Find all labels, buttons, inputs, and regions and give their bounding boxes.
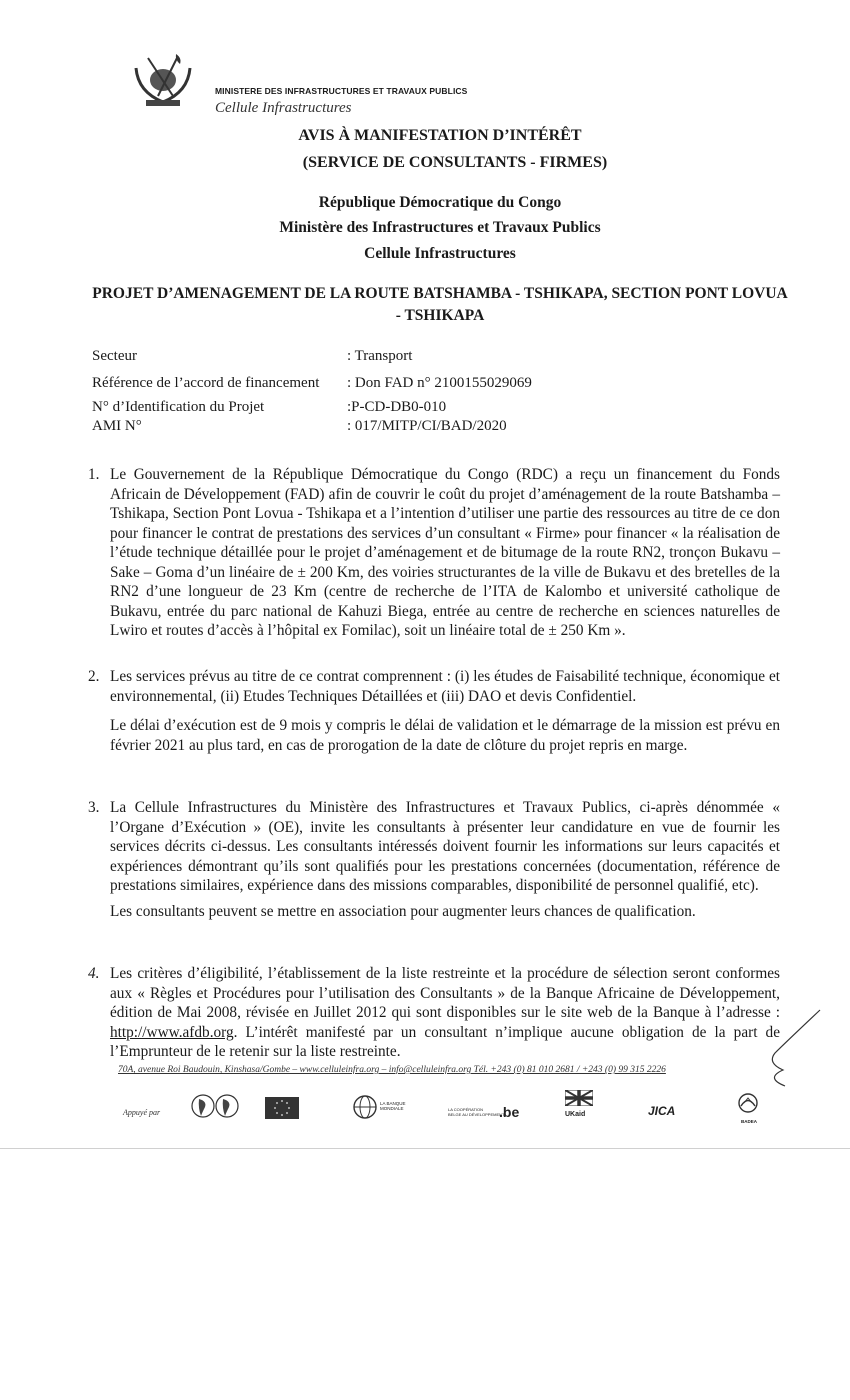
page-divider [0, 1148, 850, 1149]
paragraph-text: Le délai d’exécution est de 9 mois y compris le délai de validation et le démarrage de la mission est prévu en février 2021 au plus tard, en cas de prorogation de la date de clôture du projet repris en marge. [110, 717, 780, 754]
paragraph-4 [90, 964, 780, 1062]
info-value: :P-CD-DB0-010 [347, 399, 447, 415]
info-label: Secteur [92, 348, 137, 364]
paragraph-1 [90, 465, 780, 641]
supported-by-label: Appuyé par [123, 1108, 161, 1117]
paragraph-number: 3. [88, 799, 100, 816]
jica-logo: JICA [648, 1104, 676, 1118]
paragraph-number: 4. [88, 965, 100, 982]
title-avis: AVIS À MANIFESTATION D’INTÉRÊT [298, 127, 582, 144]
title-republique: République Démocratique du Congo [318, 194, 562, 211]
paragraph-number: 1. [88, 466, 100, 483]
badea-emblem-icon [735, 1092, 761, 1114]
union-flag-icon [565, 1090, 593, 1106]
paragraph-text: Le Gouvernement de la République Démocratique du Congo (RDC) a reçu un financement du Fonds Africain de Développement (FAD) afin de couvrir le coût du projet d’aménagement de la route Batshamba – Tshikapa, Section Pont Lovua - Tshikapa et a l’intention d’utiliser une partie des ressources au titre de ce don pour financer le contrat de prestations des services d’un consultant « Firme» pour financer « la réalisation de l’étude technique détaillée pour le projet d’aménagement et de bitumage de la route RN2, tronçon Bukavu – Sake – Goma d’un linéaire de ± 200 Km, des voiries structurantes de la ville de Bukavu et des bretelles de la RN2 d’une longueur de 23 Km (centre de recherche de l’ITA de Kalombo et université catholique de Bukavu, entrée du parc national de Kahuzi Biega, entrée au centre de recherche en sciences naturelles de Lwiro et routes d’accès à l’hôpital ex Fomilac), soit un linéaire total de ± 250 Km ». [110, 466, 780, 639]
ukaid-logo: UKaid [565, 1090, 595, 1118]
title-service: (SERVICE DE CONSULTANTS - FIRMES) [302, 154, 608, 171]
paragraph-3 [90, 798, 780, 921]
paragraph-text: Les critères d’éligibilité, l’établissement de la liste restreinte et la procédure de sélection seront conformes aux « Règles et Procédures pour l’utilisation des Consultants » de la Banque Africaine de Développement, édition de Mai 2008, révisée en Juillet 2012 qui sont disponibles sur le site web de la Banque à l’adresse : http://www.afdb.org. L’intérêt manifesté par un consultant n’implique aucune obligation de la part de l’Emprunteur de le retenir sur la liste restreinte. [110, 965, 780, 1060]
paragraph-number: 2. [88, 668, 100, 685]
info-label: AMI N° [92, 418, 142, 434]
eu-flag-icon [265, 1097, 299, 1119]
paragraph-text: Les services prévus au titre de ce contrat comprennent : (i) les études de Faisabilité technique, économique et environnemental, (ii) Etudes Techniques Détaillées et (iii) DAO et devis Confidentiel. [110, 668, 780, 705]
afdb-link[interactable]: http://www.afdb.org [110, 1023, 234, 1041]
info-value: : 017/MITP/CI/BAD/2020 [347, 418, 507, 434]
globe-icon [352, 1094, 378, 1120]
badea-logo: BADEA [735, 1092, 763, 1124]
world-bank-logo: LA BANQUE MONDIALE [352, 1094, 378, 1125]
title-ministere: Ministère des Infrastructures et Travaux Publics [279, 219, 601, 236]
title-cellule: Cellule Infrastructures [364, 245, 516, 262]
footer-address: 70A, avenue Roi Baudouin, Kinshasa/Gombe – www.celluleinfra.org – info@celluleinfra.org Tél. +243 (0) 81 010 2681 / +243 (0) 99 315 2226 [118, 1065, 666, 1075]
handwritten-signature-mark [745, 1008, 825, 1093]
info-value: : Don FAD n° 2100155029069 [347, 375, 532, 391]
info-label: Référence de l’accord de financement [92, 375, 320, 391]
paragraph-2 [90, 667, 780, 755]
info-label: N° d’Identification du Projet [92, 399, 265, 415]
afdb-logo-icon [190, 1092, 240, 1120]
coat-of-arms-emblem [128, 50, 198, 112]
belgian-be-mark: .be [499, 1104, 520, 1120]
paragraph-text: La Cellule Infrastructures du Ministère des Infrastructures et Travaux Publics, ci-après dénommée « l’Organe d’Exécution » (OE), invite les consultants à présenter leur candidature en vue de fournir les services décrits ci-dessus. Les consultants intéressés doivent fournir les informations sur leurs capacités et expériences démontrant qu’ils sont qualifiés pour les prestations concernées (documentation, référence de prestations similaires, expérience dans des missions comparables, disponibilité de personnel qualifié, etc). [110, 799, 780, 894]
cellule-header: Cellule Infrastructures [215, 100, 352, 116]
project-title: PROJET D’AMENAGEMENT DE LA ROUTE BATSHAMBA - TSHIKAPA, SECTION PONT LOVUA - TSHIKAPA [92, 285, 788, 324]
ministry-header: MINISTERE DES INFRASTRUCTURES ET TRAVAUX PUBLICS [215, 86, 468, 96]
belgian-cooperation-logo: LA COOPÉRATION BELGE AU DÉVELOPPEMENT [448, 1107, 505, 1117]
paragraph-text: Les consultants peuvent se mettre en association pour augmenter leurs chances de qualification. [110, 902, 696, 920]
info-value: : Transport [347, 348, 413, 364]
